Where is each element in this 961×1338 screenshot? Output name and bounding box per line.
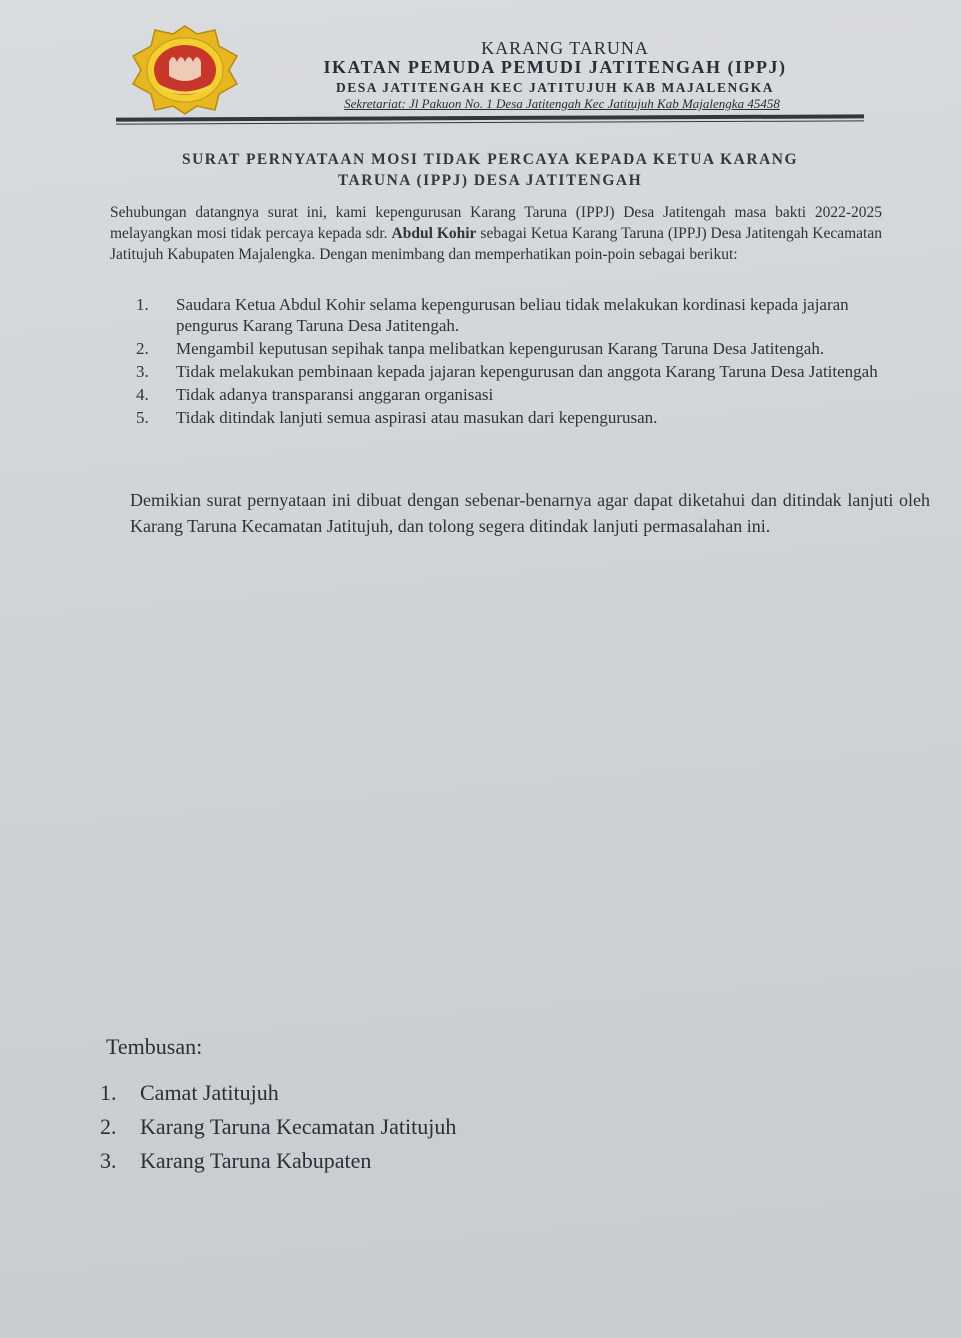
point-number: 4. (136, 385, 149, 404)
tembusan-number: 1. (100, 1080, 117, 1105)
point-text: Saudara Ketua Abdul Kohir selama kepengurusan beliau tidak melakukan kordinasi kepada jajaran pengurus Karang Taruna Desa Jatitengah. (176, 295, 849, 335)
point-item (130, 384, 910, 405)
point-item (130, 407, 910, 428)
tembusan-item (100, 1076, 620, 1110)
intro-text-after: sebagai Ketua Karang Taruna (IPPJ) Desa Jatitengah Kecamatan Jatitujuh Kabupaten Majalengka. Dengan menimbang dan memperhatikan poin-poin sebagai berikut: (110, 225, 882, 263)
karang-taruna-logo-icon (126, 24, 244, 116)
tembusan-label: Tembusan: (106, 1034, 203, 1059)
letter-title-line2: TARUNA (IPPJ) DESA JATITENGAH (337, 172, 643, 189)
closing-paragraph: Demikian surat pernyataan ini dibuat dengan sebenar-benarnya agar dapat diketahui dan ditindak lanjuti oleh Karang Taruna Kecamatan Jatitujuh, dan tolong segera ditindak lanjuti permasalahan ini. (130, 490, 930, 536)
point-number: 5. (136, 408, 149, 427)
letterhead-name: IKATAN PEMUDA PEMUDI JATITENGAH (IPPJ) (323, 57, 787, 77)
tembusan-item (100, 1144, 620, 1178)
point-number: 2. (136, 339, 149, 358)
point-number: 3. (136, 362, 149, 381)
letterhead-org: KARANG TARUNA (481, 38, 649, 58)
point-number: 1. (136, 295, 149, 314)
point-item (130, 294, 910, 336)
tembusan-item (100, 1110, 620, 1144)
letterhead-region: DESA JATITENGAH KEC JATITUJUH KAB MAJALENGKA (336, 80, 774, 95)
point-text: Mengambil keputusan sepihak tanpa melibatkan kepengurusan Karang Taruna Desa Jatitengah. (176, 339, 825, 358)
point-item (130, 338, 910, 359)
points-list (130, 294, 910, 430)
point-text: Tidak adanya transparansi anggaran organisasi (176, 385, 494, 404)
tembusan-number: 3. (100, 1148, 117, 1173)
tembusan-text: Camat Jatitujuh (140, 1080, 279, 1105)
point-item (130, 361, 910, 382)
intro-text-before: Sehubungan datangnya surat ini, kami kepengurusan Karang Taruna (IPPJ) Desa Jatitengah masa bakti 2022-2025 melayangkan mosi tidak percaya kepada sdr. (110, 204, 882, 242)
letter-title (140, 149, 840, 191)
point-text: Tidak melakukan pembinaan kepada jajaran kepengurusan dan anggota Karang Taruna Desa Jatitengah (176, 362, 878, 381)
tembusan-list (100, 1076, 620, 1178)
intro-subject-name: Abdul Kohir (391, 225, 477, 242)
letterhead-address: Sekretariat: Jl Pakuon No. 1 Desa Jatitengah Kec Jatitujuh Kab Majalengka 45458 (344, 96, 780, 111)
tembusan-number: 2. (100, 1114, 117, 1139)
tembusan-text: Karang Taruna Kabupaten (140, 1148, 372, 1173)
point-text: Tidak ditindak lanjuti semua aspirasi atau masukan dari kepengurusan. (176, 408, 658, 427)
intro-paragraph (110, 202, 882, 265)
letter-title-line1: SURAT PERNYATAAN MOSI TIDAK PERCAYA KEPADA KETUA KARANG (181, 151, 799, 168)
tembusan-text: Karang Taruna Kecamatan Jatitujuh (140, 1114, 457, 1139)
